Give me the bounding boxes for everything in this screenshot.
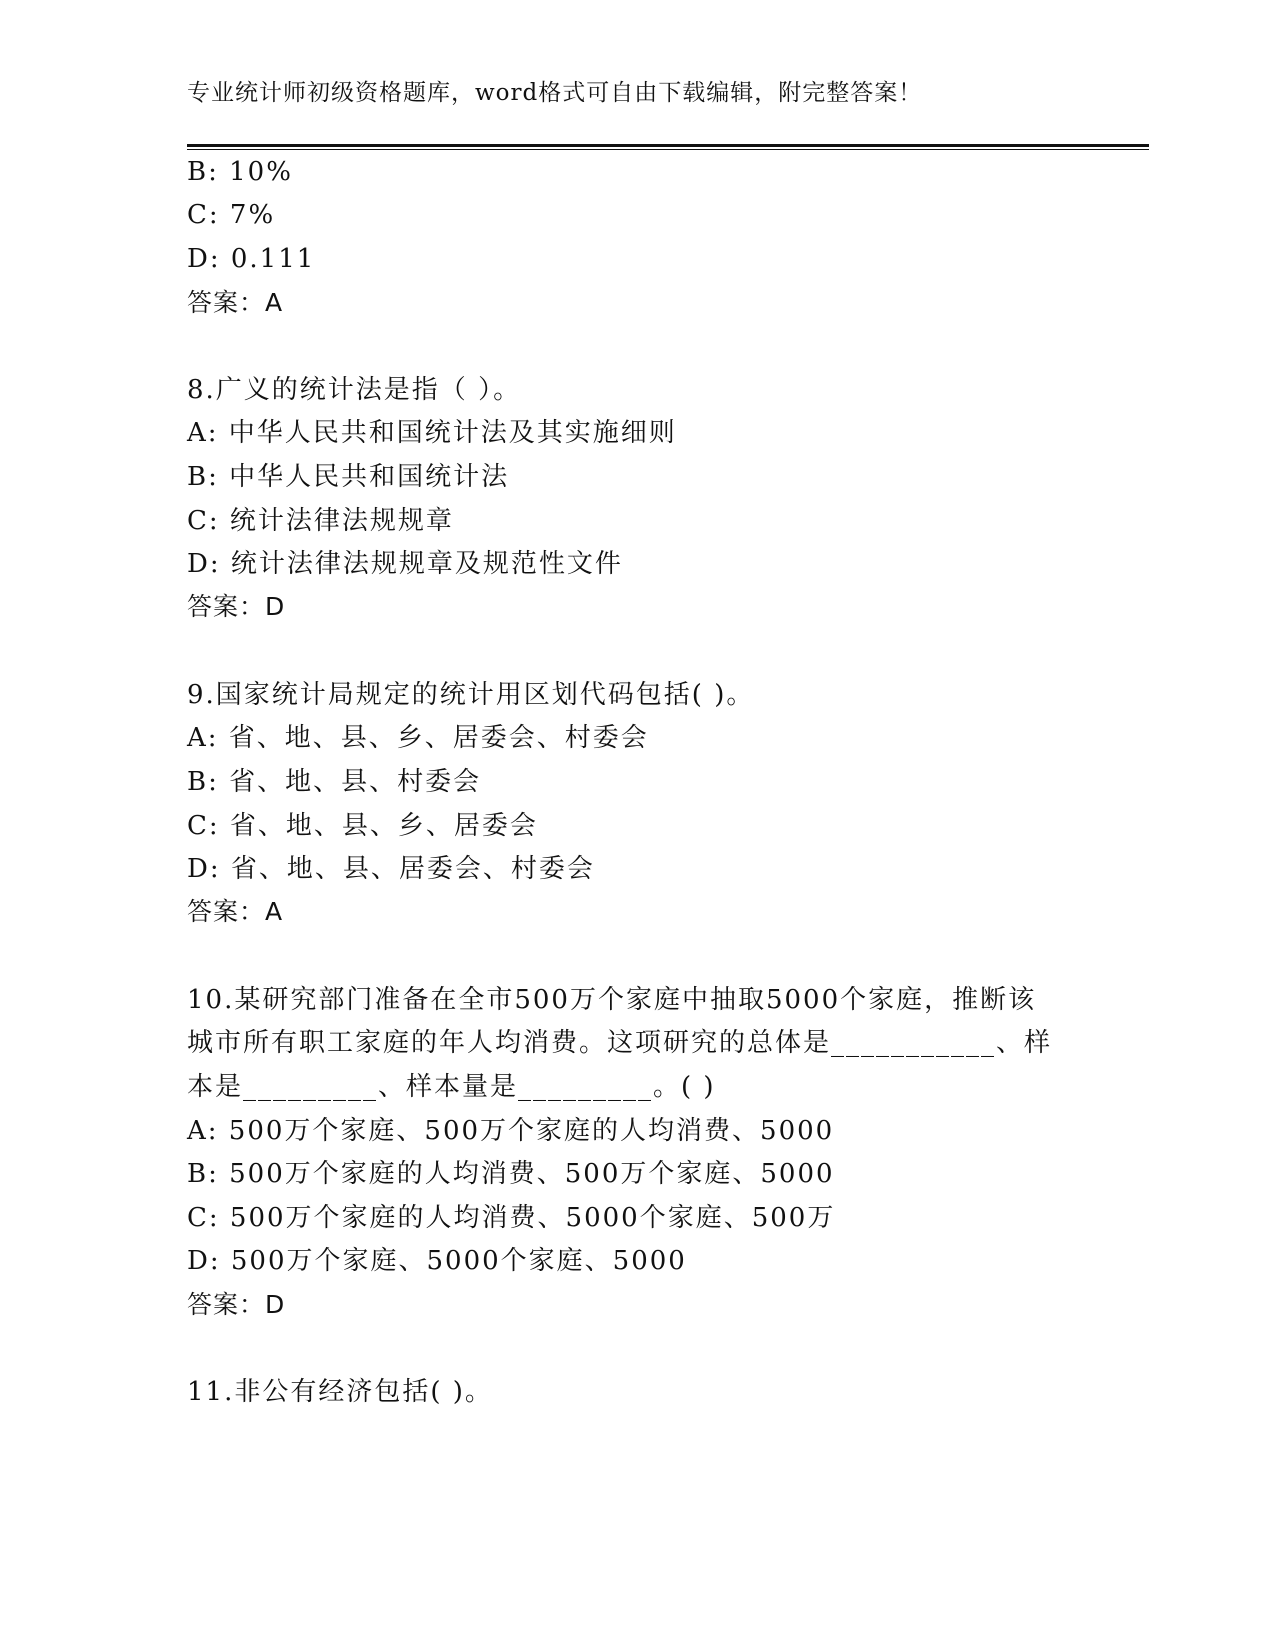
answer: 答案：A [187,288,284,317]
option-c: C: 7% [187,200,276,230]
question-stem: 11.非公有经济包括( )。 [187,1377,493,1407]
option-d: D: 统计法律法规规章及规范性文件 [187,549,623,579]
question-stem-line: 本是_________、样本量是_________。( ) [187,1072,716,1102]
option-d: D: 500万个家庭、5000个家庭、5000 [187,1246,687,1276]
option-b: B: 10% [187,157,293,187]
option-b: B: 中华人民共和国统计法 [187,462,510,492]
option-c: C: 省、地、县、乡、居委会 [187,811,538,841]
option-c: C: 500万个家庭的人均消费、5000个家庭、500万 [187,1203,836,1233]
answer: 答案：D [187,1290,286,1319]
option-b: B: 省、地、县、村委会 [187,767,482,797]
option-b: B: 500万个家庭的人均消费、500万个家庭、5000 [187,1159,835,1189]
option-a: A: 中华人民共和国统计法及其实施细则 [187,418,677,448]
question-stem-line: 10.某研究部门准备在全市500万个家庭中抽取5000个家庭，推断该 [187,985,1037,1015]
question-stem-line: 城市所有职工家庭的年人均消费。这项研究的总体是___________、样 [187,1028,1053,1058]
answer: 答案：D [187,592,286,621]
question-stem: 9.国家统计局规定的统计用区划代码包括( )。 [187,680,755,710]
question-stem: 8.广义的统计法是指（ ）。 [187,375,522,405]
page-header: 专业统计师初级资格题库，word格式可自由下载编辑，附完整答案！ [187,80,923,106]
option-c: C: 统计法律法规规章 [187,506,454,536]
option-a: A: 省、地、县、乡、居委会、村委会 [187,723,649,753]
option-a: A: 500万个家庭、500万个家庭的人均消费、5000 [187,1116,835,1146]
option-d: D: 省、地、县、居委会、村委会 [187,854,595,884]
option-d: D: 0.111 [187,244,316,274]
answer: 答案：A [187,897,284,926]
header-divider [187,144,1149,150]
